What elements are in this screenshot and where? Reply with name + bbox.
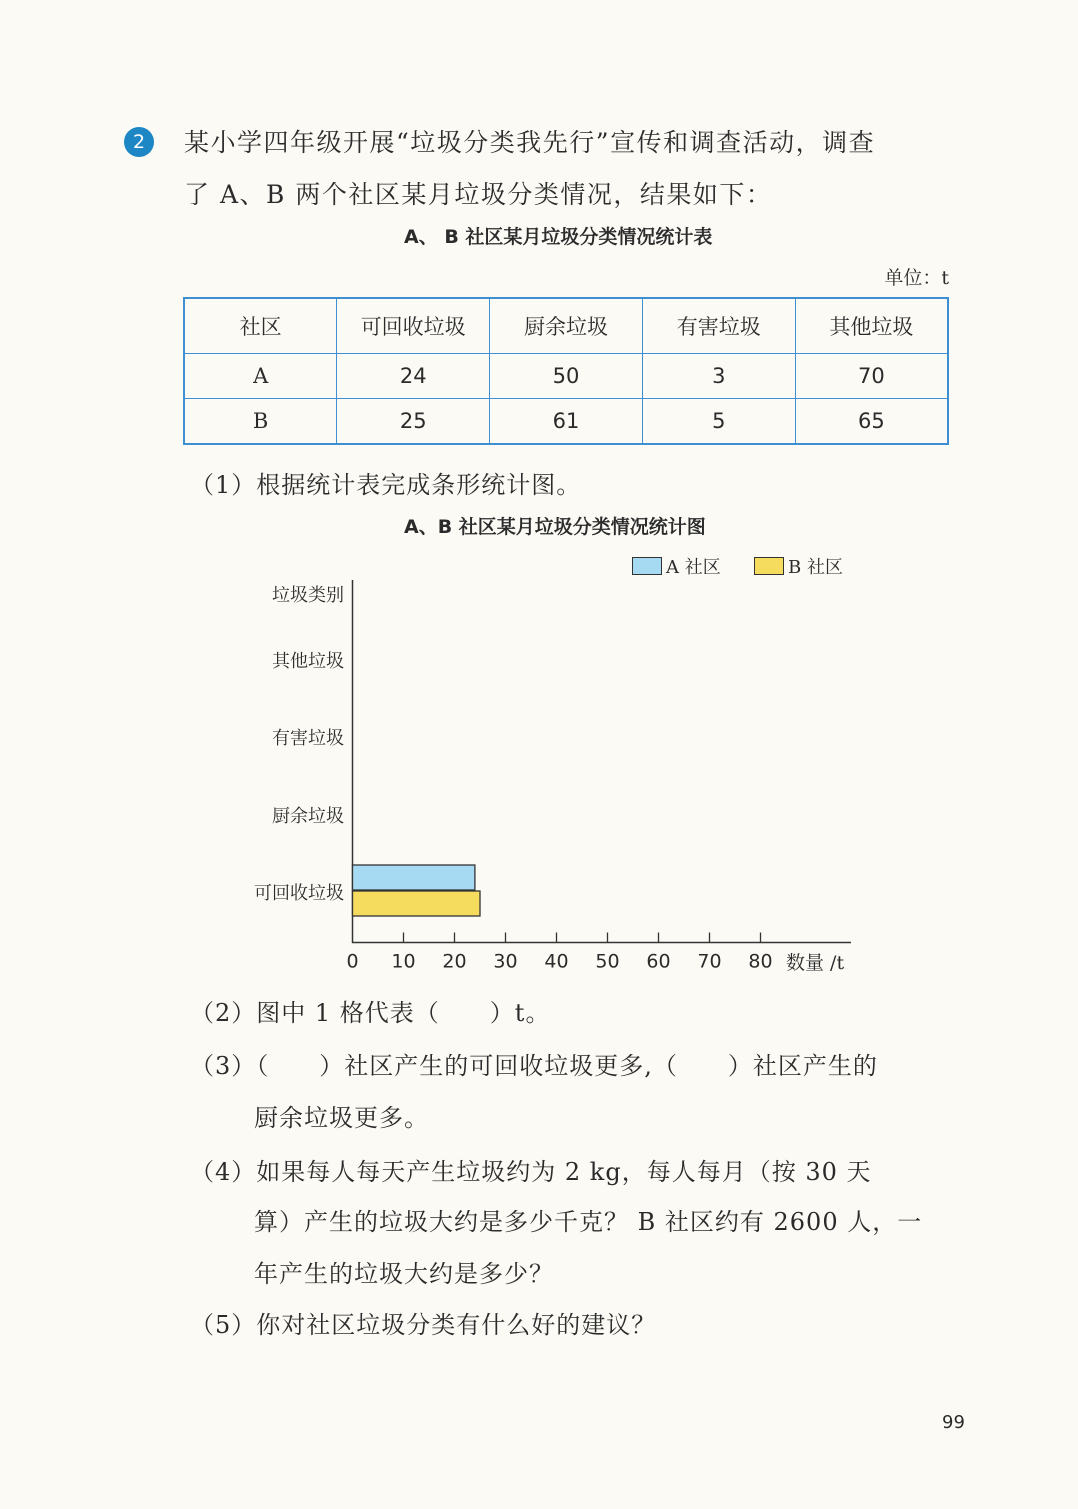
table-cell: 50 <box>490 354 643 399</box>
x-tick-label: 20 <box>442 950 467 973</box>
problem-text-line-1: 某小学四年级开展“垃圾分类我先行”宣传和调查活动，调查 <box>184 128 876 157</box>
category-label-hazardous: 有害垃圾 <box>272 728 344 749</box>
question-2: （2）图中 1 格代表（ ）t。 <box>190 999 551 1027</box>
category-label-recyclable: 可回收垃圾 <box>254 883 344 904</box>
x-tick-label: 70 <box>697 950 722 973</box>
table-cell: 61 <box>490 398 643 444</box>
table-header-cell: 其他垃圾 <box>795 298 948 354</box>
x-tick-label: 60 <box>646 950 671 973</box>
table-cell: B <box>184 398 337 444</box>
category-label-kitchen: 厨余垃圾 <box>272 806 344 827</box>
x-axis-label: 数量 /t <box>786 952 845 974</box>
question-5: （5）你对社区垃圾分类有什么好的建议？ <box>190 1311 657 1339</box>
page-number: 99 <box>942 1412 965 1433</box>
table-cell: A <box>184 354 337 399</box>
x-tick-label: 50 <box>595 950 620 973</box>
x-tick-label: 30 <box>493 950 518 973</box>
chart-title: A、B 社区某月垃圾分类情况统计图 <box>404 516 706 538</box>
table-cell: 24 <box>337 354 490 399</box>
question-1: （1）根据统计表完成条形统计图。 <box>190 471 582 499</box>
question-4-line-3: 年产生的垃圾大约是多少？ <box>254 1260 554 1288</box>
table-cell: 70 <box>795 354 948 399</box>
x-tick-label: 10 <box>391 950 416 973</box>
question-4-line-1: （4）如果每人每天产生垃圾约为 2 kg，每人每月（按 30 天 <box>190 1158 872 1186</box>
y-axis-label: 垃圾类别 <box>272 585 344 606</box>
legend-label-a: A 社区 <box>666 557 721 578</box>
question-3-line-2: 厨余垃圾更多。 <box>254 1104 429 1132</box>
question-4-line-2: 算）产生的垃圾大约是多少千克？ B 社区约有 2600 人，一 <box>254 1208 923 1236</box>
table-cell: 25 <box>337 398 490 444</box>
problem-number-badge: 2 <box>124 127 154 157</box>
x-tick-label: 0 <box>346 950 359 973</box>
table-header-cell: 有害垃圾 <box>642 298 795 354</box>
x-tick-label: 40 <box>544 950 569 973</box>
x-tick-label: 80 <box>748 950 773 973</box>
table-header-cell: 社区 <box>184 298 337 354</box>
legend-label-b: B 社区 <box>788 557 843 578</box>
table-header-cell: 可回收垃圾 <box>337 298 490 354</box>
question-3-line-1: （3）（ ）社区产生的可回收垃圾更多,（ ）社区产生的 <box>190 1052 878 1080</box>
table-cell: 5 <box>642 398 795 444</box>
problem-text-line-2: 了 A、B 两个社区某月垃圾分类情况，结果如下： <box>184 180 773 209</box>
table-header-cell: 厨余垃圾 <box>490 298 643 354</box>
bar-series-a <box>353 865 475 890</box>
category-label-other: 其他垃圾 <box>272 651 344 672</box>
table-cell: 3 <box>642 354 795 399</box>
bar-series-b <box>353 891 481 916</box>
table-title: A、 B 社区某月垃圾分类情况统计表 <box>404 226 713 248</box>
table-unit: 单位：t <box>884 267 949 289</box>
table-cell: 65 <box>795 398 948 444</box>
